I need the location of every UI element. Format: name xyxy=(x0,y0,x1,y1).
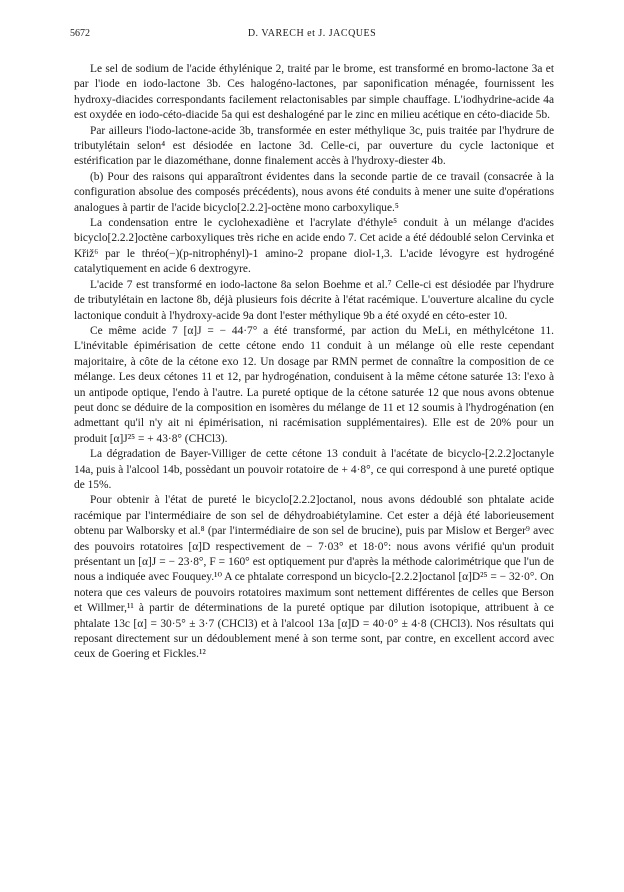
paragraph-5: L'acide 7 est transformé en iodo-lactone 8a selon Boehme et al.⁷ Celle-ci est désiodée par l'hydrure de tributylétain en lactone 8b, déjà plusieurs fois décrite à l'état racémique. L'ouverture alcaline du cycle lactonique conduit à l'hydroxy-acide 9a dont l'ester méthylique 9b a été oxydé en céto-ester 10. xyxy=(74,278,554,322)
paragraph-7: La dégradation de Bayer-Villiger de cette cétone 13 conduit à l'acétate de bicyclo-[2.2.2]octanyle 14a, puis à l'alcool 14b, possèdant un pouvoir rotatoire de + 4·8°, ce qui correspond à une pureté optique de 15%. xyxy=(74,448,554,491)
page-number: 5672 xyxy=(70,28,90,39)
paragraph-1: Le sel de sodium de l'acide éthylénique 2, traité par le brome, est transformé en bromo-lactone 3a et par l'iode en iodo-lactone 3b. Ces halogéno-lactones, par saponification ménagée, fournissent les hydroxy-diacides correspondants facilement relactonisables par simple chauffage. L'iodhydrine-acide 4a est oxydée en iodo-céto-diacide 5a qui est deshalogéné par le zinc en milieu acétique en céto-diacide 5b. xyxy=(74,63,554,122)
paragraph-6: Ce même acide 7 [α]J = − 44·7° a été transformé, par action du MeLi, en méthylcétone 11. L'inévitable épimérisation de cette cétone endo 11 conduit à un mélange où elle reste cependant majoritaire, à côte de la cétone exo 12. Un dosage par RMN permet de connaître la composition de ce mélange. Les deux cétones 11 et 12, par hydrogénation, conduisent à la même cétone saturée 13: l'exo à un antipode optique, l'endo à l'autre. La pureté optique de la cétone saturée 12 que nous avons obtenue peut donc se déduire de la composition en isomères du mélange de 11 et 12 soumis à l'hydrogénation (en admettant qu'il n'y ait ni épimérisation, ni racémisation supplémentaires). Elle est de 20% pour un produit [α]J²⁵ = + 43·8° (CHCl3). xyxy=(74,324,554,445)
paragraph-2: Par ailleurs l'iodo-lactone-acide 3b, transformée en ester méthylique 3c, puis traitée par l'hydrure de tributylétain selon⁴ est désiodée en lactone 3d. Celle-ci, par ouverture du cycle lactonique et estérification par le diazométhane, donne finalement accès à l'hydroxy-diester 4b. xyxy=(74,124,554,168)
paragraph-4: La condensation entre le cyclohexadiène et l'acrylate d'éthyle⁵ conduit à un mélange d'acides bicyclo[2.2.2]octène carboxyliques très riche en acide endo 7. Cet acide a été dédoublé selon Cervinka et Křiž⁶ par le thréo(−)(p-nitrophényl)-1 amino-2 propane diol-1,3. L'acide lévogyre est hydrogéné catalytiquement en acide 6 dextrogyre. xyxy=(74,217,554,276)
running-head: D. VARECH et J. JACQUES xyxy=(247,28,377,39)
article-body xyxy=(74,62,554,663)
page-header xyxy=(70,28,554,44)
paragraph-8: Pour obtenir à l'état de pureté le bicyclo[2.2.2]octanol, nous avons dédoublé son phtalate acide racémique par l'intermédiaire de son sel de déhydroabiétylamine. Cet ester a déjà été laborieusement obtenu par Walborsky et al.⁸ (par l'intermédiaire de son sel de brucine), puis par Mislow et Berger⁹ avec des pouvoirs rotatoires [α]D respectivement de − 7·03° et 18·0°: nous avons vérifié qu'un produit présentant un [α]J = − 23·8°, F = 160° est optiquement pur d'après la méthode calorimétrique que l'un de nous a indiquée avec Fouquey.¹⁰ A ce phtalate correspond un bicyclo-[2.2.2]octanol [α]D²⁵ = − 32·0°. On notera que ces valeurs de pouvoirs rotatoires maximum sont nettement différentes de celles que Berson et Willmer,¹¹ à partir de déterminations de la pureté optique par dilution isotopique, attribuent à ce phtalate 13c [α] = 30·5° ± 3·7 (CHCl3) et à l'alcool 13a [α]D = 40·0° ± 4·8 (CHCl3). Nos résultats qui reposant directement sur un dédoublement mené à son terme sont, par contre, en excellent accord avec ceux de Goering et Fickles.¹² xyxy=(74,494,554,661)
paragraph-3: (b) Pour des raisons qui apparaîtront évidentes dans la seconde partie de ce travail (consacrée à la configuration absolue des composés précédents), nous avons été conduits à mener une suite d'opérations analogues à partir de l'acide bicyclo[2.2.2]-octène mono carboxylique.⁵ xyxy=(74,170,554,214)
